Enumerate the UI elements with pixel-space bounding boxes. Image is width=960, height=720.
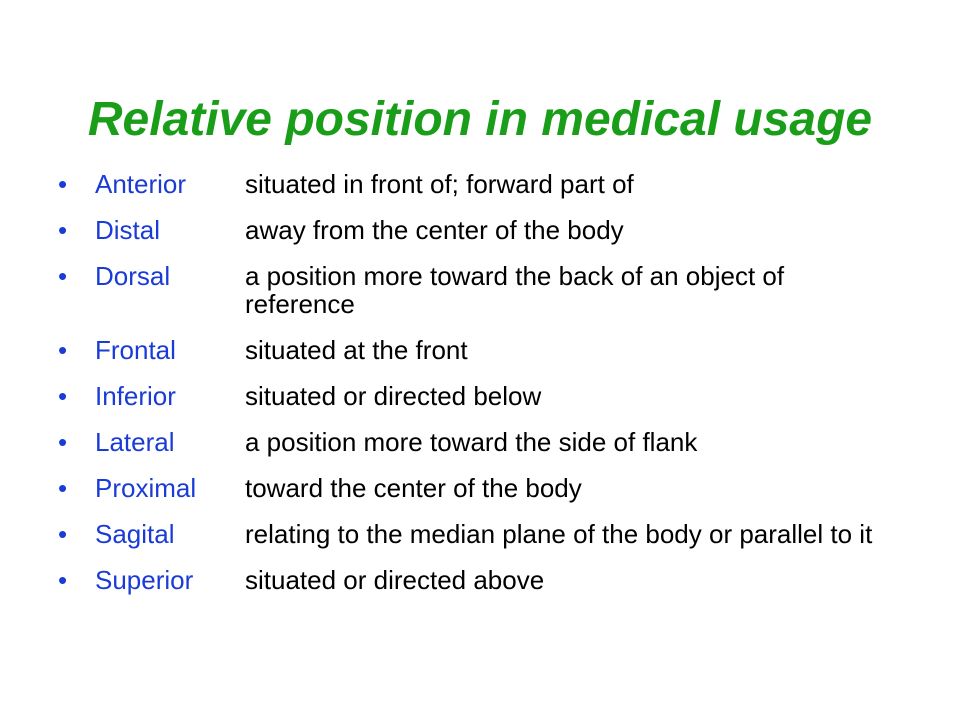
term-definition: away from the center of the body xyxy=(245,215,624,245)
term-row-dorsal xyxy=(58,262,918,318)
bullet-icon: • xyxy=(58,169,68,199)
term-label: Proximal xyxy=(95,473,197,503)
term-row-frontal xyxy=(58,336,918,364)
term-row-sagital xyxy=(58,520,918,548)
term-definition: a position more toward the side of flank xyxy=(245,427,698,457)
bullet-icon: • xyxy=(58,335,68,365)
term-definition: situated at the front xyxy=(245,335,468,365)
bullet-icon: • xyxy=(58,381,68,411)
bullet-icon: • xyxy=(58,565,68,595)
term-row-distal xyxy=(58,216,918,244)
term-definition: a position more toward the back of an object of reference xyxy=(245,261,785,319)
term-definition: relating to the median plane of the body or parallel to it xyxy=(245,519,873,549)
bullet-icon: • xyxy=(58,473,68,503)
slide-title: Relative position in medical usage xyxy=(87,93,873,147)
bullet-icon: • xyxy=(58,261,68,291)
term-label: Lateral xyxy=(95,427,175,457)
term-label: Sagital xyxy=(95,519,175,549)
term-definition: toward the center of the body xyxy=(245,473,582,503)
term-label: Frontal xyxy=(95,335,176,365)
term-row-proximal xyxy=(58,474,918,502)
term-label: Inferior xyxy=(95,381,176,411)
term-definition: situated or directed above xyxy=(245,565,545,595)
term-row-superior xyxy=(58,566,918,594)
term-label: Superior xyxy=(95,565,194,595)
bullet-icon: • xyxy=(58,519,68,549)
term-definition: situated in front of; forward part of xyxy=(245,169,634,199)
term-label: Dorsal xyxy=(95,261,171,291)
term-label: Distal xyxy=(95,215,161,245)
term-row-anterior xyxy=(58,170,918,198)
term-row-lateral xyxy=(58,428,918,456)
term-definition: situated or directed below xyxy=(245,381,542,411)
bullet-icon: • xyxy=(58,427,68,457)
term-row-inferior xyxy=(58,382,918,410)
bullet-icon: • xyxy=(58,215,68,245)
term-label: Anterior xyxy=(95,169,187,199)
term-list xyxy=(58,170,918,612)
